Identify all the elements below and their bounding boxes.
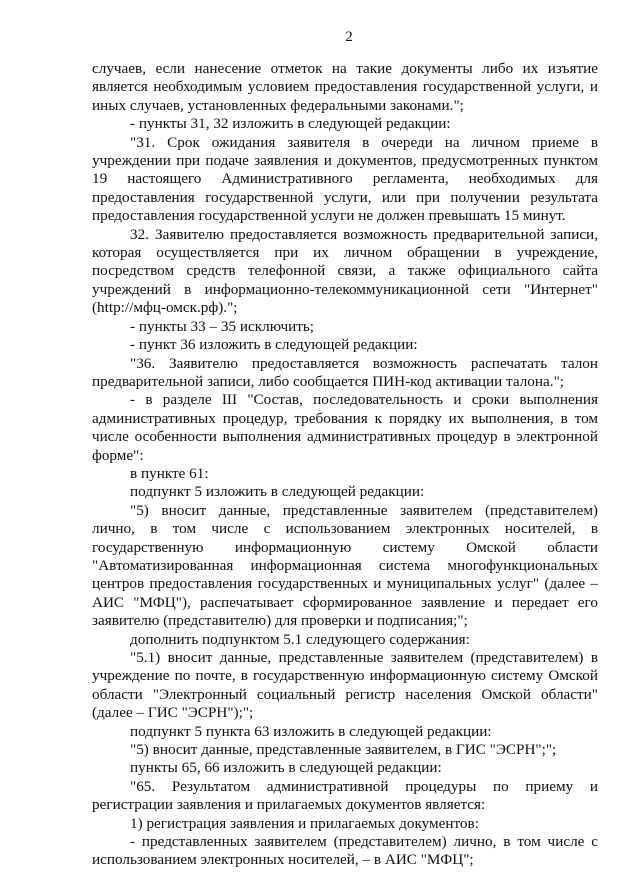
paragraph: дополнить подпунктом 5.1 следующего содержания: [130,630,470,648]
paragraph: "65. Результатом административной процедуры по приему и регистрации заявления и прилагаемых документов является: [92,777,598,814]
paragraph: "5.1) вносит данные, представленные заявителем (представителем) в учреждение по почте, в государственную информационную систему Омской области "Электронный социальный регистр населения Омской области" (далее – ГИС "ЭСРН");"; [92,649,598,722]
paragraph: - пункты 31, 32 изложить в следующей редакции: [130,115,451,133]
paragraph: "36. Заявителю предоставляется возможность распечатать талон предварительной записи, либо сообщается ПИН-код активации талона."; [92,354,598,390]
paragraph: подпункт 5 изложить в следующей редакции: [130,483,425,501]
paragraph: - в разделе III "Состав, последовательность и сроки выполнения административных процедур, требования к порядку их выполнения, в том числе особенности выполнения административных процедур в электронной форме": [92,391,598,464]
paragraph: - представленных заявителем (представителем) лично, в том числе с использованием электронных носителей, – в АИС "МФЦ"; [92,833,598,869]
paragraph: 1) регистрация заявления и прилагаемых документов: [130,814,479,832]
document-body [92,60,598,870]
paragraph: - пункты 33 – 35 исключить; [130,317,315,335]
paragraph: подпункт 5 пункта 63 изложить в следующей редакции: [130,722,492,740]
paragraph: пункты 65, 66 изложить в следующей редакции: [130,759,442,777]
page-number: 2 [345,29,353,45]
paragraph: "31. Срок ожидания заявителя в очереди на личном приеме в учреждении при подаче заявления и документов, предусмотренных пунктом 19 настоящего Административного регламента, необходимых для предоставления государственной услуги, или при получении результата предоставления государственной услуги не должен превышать 15 минут. [92,133,598,225]
paragraph: - пункт 36 изложить в следующей редакции: [130,336,418,354]
paragraph: в пункте 61: [130,464,209,482]
paragraph: "5) вносит данные, представленные заявителем (представителем) лично, в том числе с использованием электронных носителей, в государственную информационную систему Омской области "Автоматизированная информационная система многофункциональных центров предоставления государственных и муниципальных услуг" (далее – АИС "МФЦ"), распечатывает сформированное заявление и передает его заявителю (представителю) для проверки и подписания;"; [92,501,598,630]
paragraph: случаев, если нанесение отметок на такие документы либо их изъятие является необходимым условием предоставления государственной услуги, и иных случаев, установленных федеральными законами."; [92,60,598,114]
paragraph: 32. Заявителю предоставляется возможность предварительной записи, которая осуществляется при их личном обращении в учреждение, посредством средств телефонной связи, а также официального сайта учреждений в информационно-телекоммуникационной сети "Интернет" (http://мфц-омск.рф)."; [92,225,598,317]
paragraph: "5) вносит данные, представленные заявителем, в ГИС "ЭСРН";"; [130,741,557,759]
